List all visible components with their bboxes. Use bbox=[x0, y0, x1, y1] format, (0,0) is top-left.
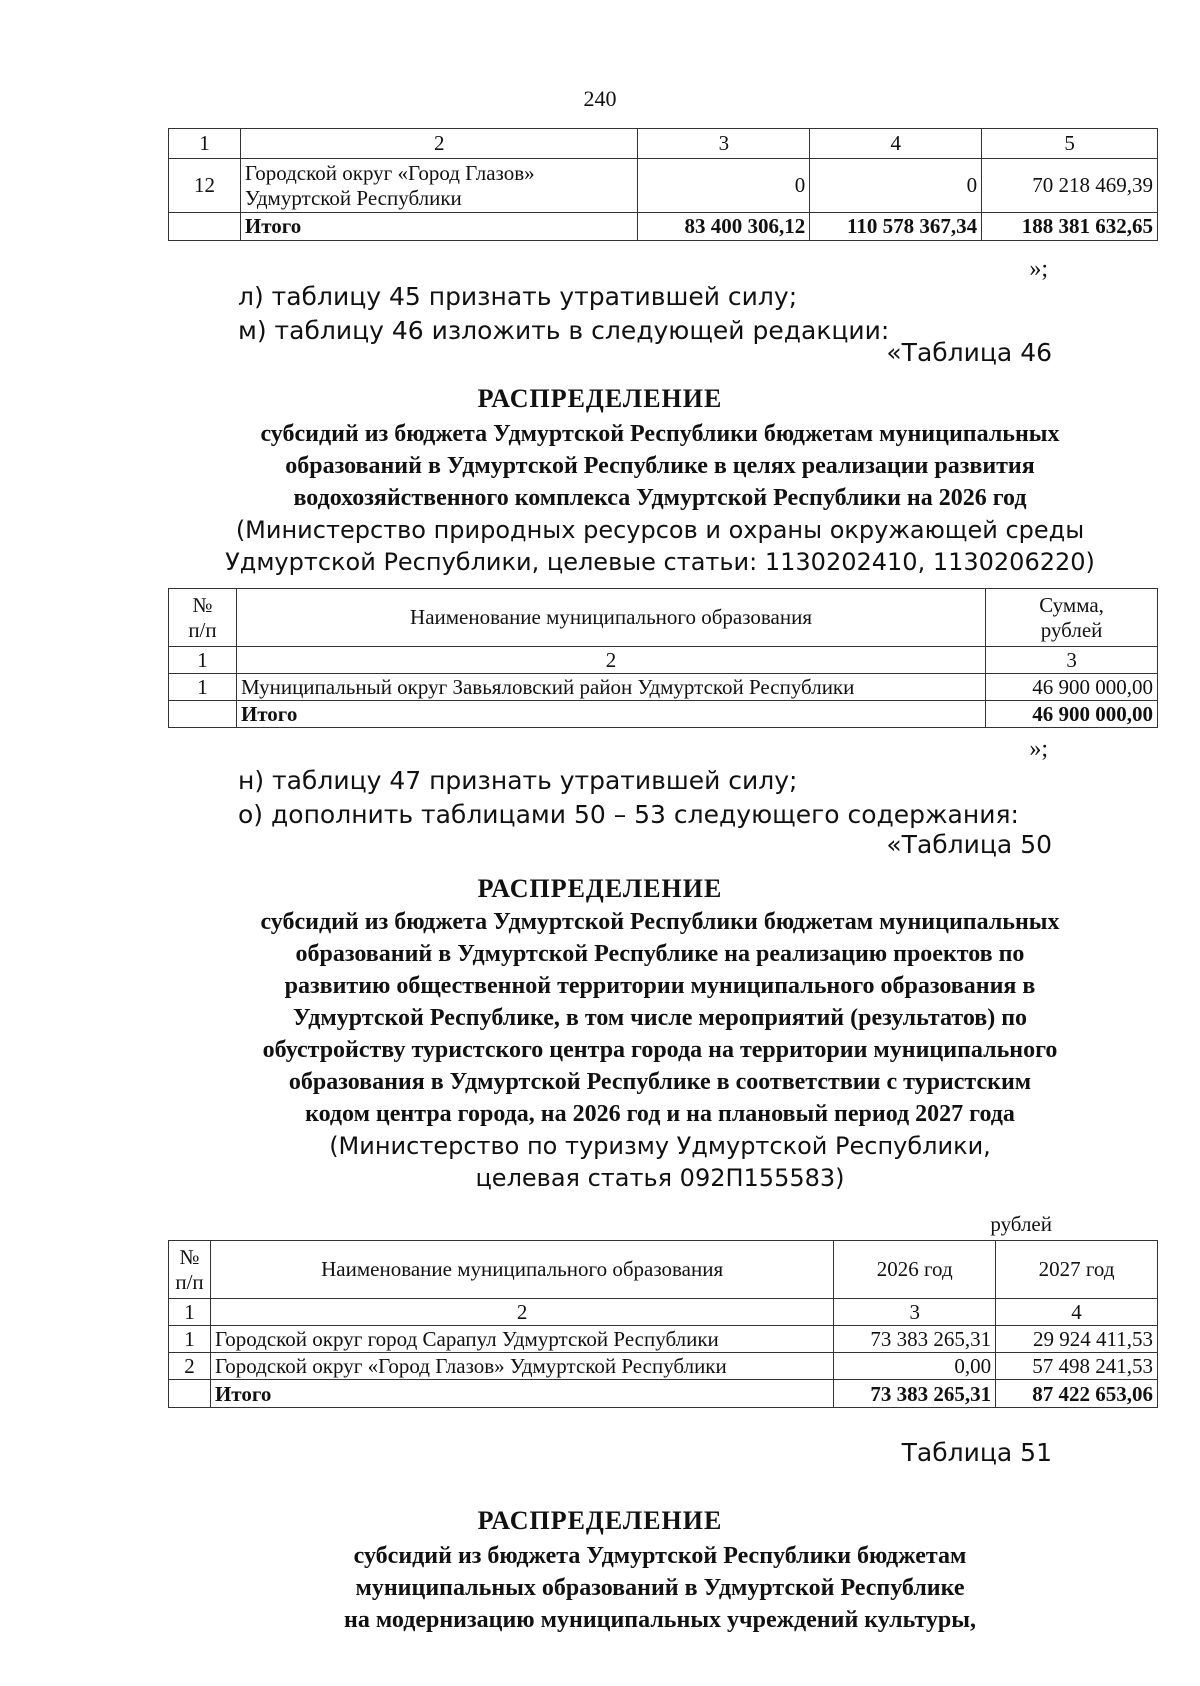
value-2027: 29 924 411,53 bbox=[996, 1326, 1158, 1353]
table-50-heading: РАСПРЕДЕЛЕНИЕ bbox=[477, 874, 723, 903]
table-46-ministry bbox=[160, 514, 1160, 578]
col-number: 1 bbox=[169, 647, 237, 674]
table-51-label: Таблица 51 bbox=[901, 1438, 1052, 1467]
value-cell: 70 218 469,39 bbox=[982, 159, 1158, 213]
quote-closer: »; bbox=[1029, 736, 1048, 762]
table-50-subtitle bbox=[160, 906, 1160, 1130]
num-header-line: № bbox=[179, 1245, 200, 1270]
col-number: 4 bbox=[996, 1299, 1158, 1326]
ministry-line: целевая статья 092П155583) bbox=[475, 1164, 845, 1192]
table-row bbox=[169, 1353, 1158, 1380]
table-51-subtitle bbox=[160, 1540, 1160, 1636]
municipality-name: Городской округ город Сарапул Удмуртской Республики bbox=[210, 1326, 833, 1353]
col-number: 3 bbox=[986, 647, 1158, 674]
subtitle-line: муниципальных образований в Удмуртской Республике bbox=[355, 1575, 965, 1601]
total-label: Итого bbox=[210, 1380, 833, 1408]
table-50-ministry bbox=[160, 1130, 1160, 1194]
municipality-name: Городской округ «Город Глазов» Удмуртской Республики bbox=[210, 1353, 833, 1380]
total-label: Итого bbox=[236, 701, 985, 728]
paragraph-m: м) таблицу 46 изложить в следующей редакции: bbox=[238, 316, 890, 345]
table-50-label: «Таблица 50 bbox=[886, 830, 1052, 859]
table-row bbox=[169, 1326, 1158, 1353]
total-row bbox=[169, 213, 1158, 241]
col-number: 3 bbox=[834, 1299, 996, 1326]
name-header: Наименование муниципального образования bbox=[210, 1241, 833, 1299]
table-50 bbox=[168, 1240, 1158, 1408]
value-2026: 73 383 265,31 bbox=[834, 1326, 996, 1353]
total-row bbox=[169, 701, 1158, 728]
num-header bbox=[169, 1241, 211, 1299]
ministry-line: (Министерство по туризму Удмуртской Республики, bbox=[329, 1132, 991, 1160]
total-value: 46 900 000,00 bbox=[986, 701, 1158, 728]
num-header-line: п/п bbox=[188, 617, 217, 642]
total-2026: 73 383 265,31 bbox=[834, 1380, 996, 1408]
value-cell: 0 bbox=[638, 159, 810, 213]
sum-header-line: рублей bbox=[1040, 617, 1103, 642]
table-row bbox=[169, 159, 1158, 213]
quote-closer: »; bbox=[1029, 256, 1048, 282]
sum-value: 46 900 000,00 bbox=[986, 674, 1158, 701]
sum-header bbox=[986, 589, 1158, 647]
subtitle-line: субсидий из бюджета Удмуртской Республики бюджетам муниципальных bbox=[260, 421, 1060, 447]
total-2027: 87 422 653,06 bbox=[996, 1380, 1158, 1408]
subtitle-line: водохозяйственного комплекса Удмуртской Республики на 2026 год bbox=[293, 485, 1027, 511]
sum-header-line: Сумма, bbox=[1039, 593, 1104, 618]
name-header: Наименование муниципального образования bbox=[236, 589, 985, 647]
municipality-name: Муниципальный округ Завьяловский район Удмуртской Республики bbox=[236, 674, 985, 701]
table-46 bbox=[168, 588, 1158, 728]
year-2027-header: 2027 год bbox=[996, 1241, 1158, 1299]
table-51-heading: РАСПРЕДЕЛЕНИЕ bbox=[477, 1506, 723, 1535]
col-number: 5 bbox=[982, 129, 1158, 159]
table-46-heading: РАСПРЕДЕЛЕНИЕ bbox=[477, 384, 723, 413]
year-2026-header: 2026 год bbox=[834, 1241, 996, 1299]
paragraph-o: о) дополнить таблицами 50 – 53 следующего содержания: bbox=[238, 800, 1019, 829]
column-numbers-row bbox=[169, 1299, 1158, 1326]
ministry-line: (Министерство природных ресурсов и охраны окружающей среды bbox=[235, 516, 1085, 544]
subtitle-line: Удмуртской Республике, в том числе мероприятий (результатов) по bbox=[292, 1005, 1028, 1031]
col-number: 2 bbox=[240, 129, 638, 159]
ministry-line: Удмуртской Республики, целевые статьи: 1130202410, 1130206220) bbox=[225, 548, 1095, 576]
value-2027: 57 498 241,53 bbox=[996, 1353, 1158, 1380]
col-number: 1 bbox=[169, 1299, 211, 1326]
subtitle-line: образований в Удмуртской Республике в целях реализации развития bbox=[285, 453, 1035, 479]
col-number: 2 bbox=[236, 647, 985, 674]
column-numbers-row bbox=[169, 647, 1158, 674]
num-header bbox=[169, 589, 237, 647]
subtitle-line: кодом центра города, на 2026 год и на плановый период 2027 года bbox=[305, 1101, 1015, 1127]
table-header-row bbox=[169, 1241, 1158, 1299]
subtitle-line: образования в Удмуртской Республике в соответствии с туристским bbox=[288, 1069, 1032, 1095]
subtitle-line: обустройству туристского центра города на территории муниципального bbox=[262, 1037, 1058, 1063]
table-46-subtitle bbox=[160, 418, 1160, 514]
col-number: 2 bbox=[210, 1299, 833, 1326]
column-numbers-row bbox=[169, 129, 1158, 159]
subtitle-line: на модернизацию муниципальных учреждений культуры, bbox=[344, 1607, 976, 1633]
total-label: Итого bbox=[240, 213, 638, 241]
paragraph-l: л) таблицу 45 признать утратившей силу; bbox=[238, 282, 798, 311]
page-number: 240 bbox=[583, 86, 617, 111]
value-cell: 0 bbox=[810, 159, 982, 213]
num-header-line: п/п bbox=[175, 1269, 204, 1294]
municipality-name-line: Удмуртской Республики bbox=[244, 185, 462, 210]
subtitle-line: развитию общественной территории муниципального образования в bbox=[284, 973, 1036, 999]
table-row bbox=[169, 674, 1158, 701]
col-number: 3 bbox=[638, 129, 810, 159]
table-header-row bbox=[169, 589, 1158, 647]
col-number: 1 bbox=[169, 129, 241, 159]
subtitle-line: субсидий из бюджета Удмуртской Республики бюджетам bbox=[353, 1543, 967, 1569]
row-number: 1 bbox=[169, 674, 237, 701]
subtitle-line: образований в Удмуртской Республике на реализацию проектов по bbox=[295, 941, 1025, 967]
num-header-line: № bbox=[192, 593, 213, 618]
total-value: 83 400 306,12 bbox=[638, 213, 810, 241]
row-number: 1 bbox=[169, 1326, 211, 1353]
municipality-name bbox=[240, 159, 638, 213]
subtitle-line: субсидий из бюджета Удмуртской Республики бюджетам муниципальных bbox=[260, 909, 1060, 935]
total-value: 188 381 632,65 bbox=[982, 213, 1158, 241]
row-number: 2 bbox=[169, 1353, 211, 1380]
col-number: 4 bbox=[810, 129, 982, 159]
value-2026: 0,00 bbox=[834, 1353, 996, 1380]
previous-table bbox=[168, 128, 1158, 241]
row-number: 12 bbox=[169, 159, 241, 213]
total-row bbox=[169, 1380, 1158, 1408]
paragraph-n: н) таблицу 47 признать утратившей силу; bbox=[238, 766, 798, 795]
total-value: 110 578 367,34 bbox=[810, 213, 982, 241]
unit-label: рублей bbox=[990, 1212, 1052, 1236]
municipality-name-line: Городской округ «Город Глазов» bbox=[244, 161, 535, 186]
table-46-label: «Таблица 46 bbox=[886, 338, 1052, 367]
